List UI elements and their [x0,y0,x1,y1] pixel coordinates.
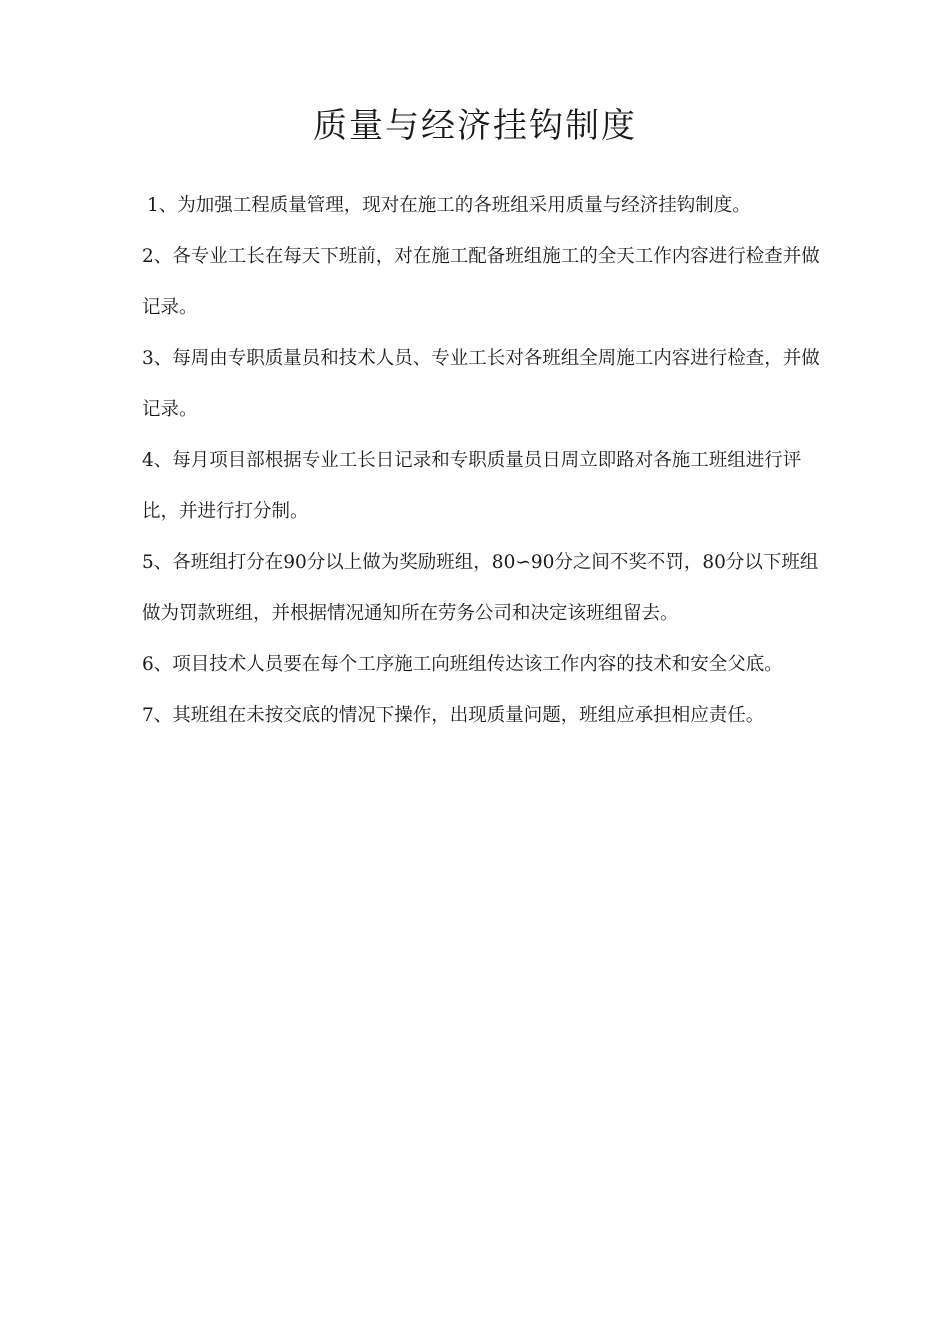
paragraph-1: 1、为加强工程质量管理，现对在施工的各班组采用质量与经济挂钩制度。 [147,195,751,216]
paragraph-6: 6、项目技术人员要在每个工序施工向班组传达该工作内容的技术和安全父底。 [142,654,783,675]
paragraph-2: 2、各专业工长在每天下班前，对在施工配备班组施工的全天工作内容进行检查并做记录。 [142,246,820,318]
paragraph-7: 7、其班组在未按交底的情况下操作，出现质量问题，班组应承担相应责任。 [142,705,765,726]
paragraph-3: 3、每周由专职质量员和技术人员、专业工长对各班组全周施工内容进行检查，并做记录。 [142,348,820,420]
paragraph-5: 5、各班组打分在90分以上做为奖励班组，80∽90分之间不奖不罚，80分以下班组做为罚款班组，并根据情况通知所在劳务公司和决定该班组留去。 [142,552,819,624]
paragraph-4: 4、每月项目部根据专业工长日记录和专职质量员日周立即路对各施工班组进行评比，并进行打分制。 [142,450,802,522]
document-title: 质量与经济挂钩制度 [313,106,637,146]
document-body [142,180,822,741]
